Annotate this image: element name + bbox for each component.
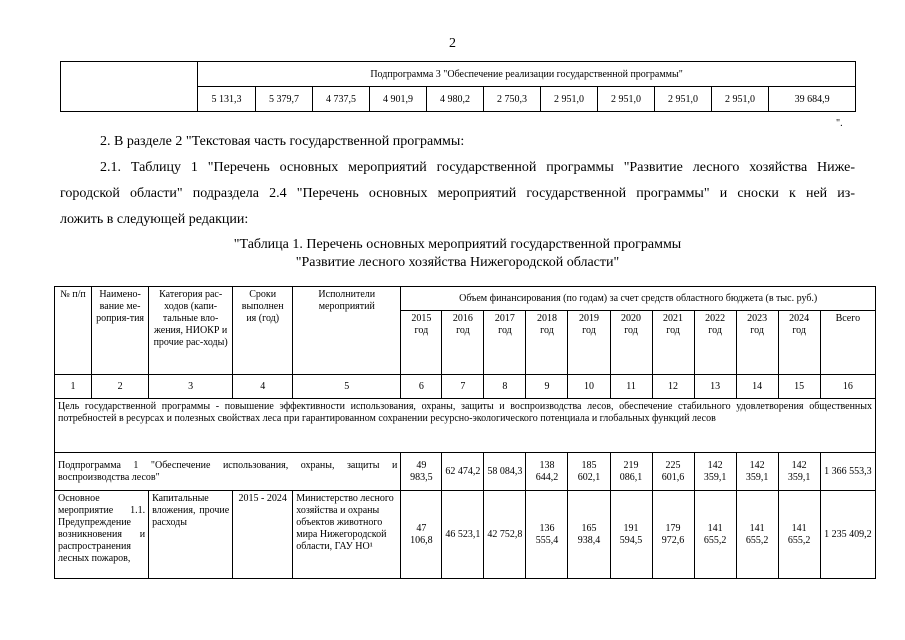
value-cell: 136 555,4 (526, 491, 568, 579)
header-executors: Исполнители мероприятий (293, 287, 401, 375)
value-cell: 165 938,4 (568, 491, 610, 579)
caption-line: "Таблица 1. Перечень основных мероприятий государственной программы (233, 237, 682, 252)
value-cell: 142 359,1 (694, 453, 736, 491)
column-number: 15 (778, 375, 820, 399)
column-number: 4 (233, 375, 293, 399)
value-cell: 49 983,5 (401, 453, 442, 491)
value-cell: 142 359,1 (778, 453, 820, 491)
value-cell: 4 737,5 (313, 87, 370, 112)
header-year: 2020 год (610, 311, 652, 375)
value-cell-total: 1 366 553,3 (820, 453, 875, 491)
column-number-row (55, 375, 876, 399)
header-financing: Объем финансирования (по годам) за счет средств областного бюджета (в тыс. руб.) (401, 287, 876, 311)
value-cell: 2 951,0 (598, 87, 655, 112)
value-cell: 142 359,1 (736, 453, 778, 491)
header-term: Сроки выполнен ия (год) (233, 287, 293, 375)
value-cell: 141 655,2 (736, 491, 778, 579)
column-number: 9 (526, 375, 568, 399)
header-total: Всего (820, 311, 875, 375)
column-number: 14 (736, 375, 778, 399)
value-cell: 191 594,5 (610, 491, 652, 579)
column-number: 16 (820, 375, 875, 399)
header-num: № п/п (55, 287, 92, 375)
header-category: Категория рас-ходов (капи-тальные вло-жения, НИОКР и прочие рас-ходы) (149, 287, 233, 375)
header-year: 2024 год (778, 311, 820, 375)
subprogram3-title: Подпрограмма 3 "Обеспечение реализации государственной программы" (198, 62, 856, 87)
header-year: 2018 год (526, 311, 568, 375)
closing-quote: ". (836, 118, 843, 129)
value-cell: 179 972,6 (652, 491, 694, 579)
measures-table (54, 286, 876, 579)
header-year: 2023 год (736, 311, 778, 375)
value-cell: 47 106,8 (401, 491, 442, 579)
paragraph-line: городской области" подраздела 2.4 "Перечень основных мероприятий государственной программы" и сноски к ней из- (60, 186, 855, 201)
column-number: 6 (401, 375, 442, 399)
column-number: 1 (55, 375, 92, 399)
paragraph-line: ложить в следующей редакции: (60, 212, 249, 227)
value-cell: 141 655,2 (778, 491, 820, 579)
subprogram1-title: Подпрограмма 1 "Обеспечение использования, охраны, защиты и воспроизводства лесов" (55, 453, 401, 491)
column-number: 12 (652, 375, 694, 399)
value-cell: 42 752,8 (484, 491, 526, 579)
subprogram3-table (60, 61, 856, 112)
column-number: 13 (694, 375, 736, 399)
value-cell: 5 379,7 (256, 87, 313, 112)
header-year: 2017 год (484, 311, 526, 375)
column-number: 8 (484, 375, 526, 399)
column-number: 7 (442, 375, 484, 399)
column-number: 10 (568, 375, 610, 399)
value-cell-total: 1 235 409,2 (820, 491, 875, 579)
header-name: Наимено-вание ме-роприя-тия (92, 287, 149, 375)
table-caption (60, 236, 855, 272)
header-year: 2019 год (568, 311, 610, 375)
value-cell: 4 901,9 (370, 87, 427, 112)
value-cell: 185 602,1 (568, 453, 610, 491)
value-cell: 2 951,0 (541, 87, 598, 112)
column-number: 3 (149, 375, 233, 399)
column-number: 2 (92, 375, 149, 399)
measure-executors: Министерство лесного хозяйства и охраны объектов животного мира Нижегородской области, ГАУ НО¹ (293, 491, 401, 579)
measure-category: Капитальные вложения, прочие расходы (149, 491, 233, 579)
header-year: 2016 год (442, 311, 484, 375)
value-cell: 2 951,0 (655, 87, 712, 112)
measure-term: 2015 - 2024 (233, 491, 293, 579)
paragraph-2-1 (60, 155, 855, 233)
value-cell: 225 601,6 (652, 453, 694, 491)
header-year: 2015 год (401, 311, 442, 375)
value-cell: 58 084,3 (484, 453, 526, 491)
column-number: 11 (610, 375, 652, 399)
value-cell: 46 523,1 (442, 491, 484, 579)
value-cell: 5 131,3 (198, 87, 256, 112)
value-cell: 138 644,2 (526, 453, 568, 491)
value-cell-total: 39 684,9 (769, 87, 856, 112)
value-cell: 62 474,2 (442, 453, 484, 491)
caption-line: "Развитие лесного хозяйства Нижегородской области" (295, 255, 620, 270)
page-number: 2 (449, 36, 456, 51)
header-year: 2022 год (694, 311, 736, 375)
header-year: 2021 год (652, 311, 694, 375)
measure-row (55, 491, 876, 579)
value-cell: 2 750,3 (484, 87, 541, 112)
subprogram1-row (55, 453, 876, 491)
value-cell: 2 951,0 (712, 87, 769, 112)
measure-name: Основное мероприятие 1.1. Предупреждение возникновения и распространения лесных пожаров, (55, 491, 149, 579)
value-cell: 141 655,2 (694, 491, 736, 579)
value-cell: 4 980,2 (427, 87, 484, 112)
empty-cell (61, 62, 198, 112)
value-cell: 219 086,1 (610, 453, 652, 491)
program-goal: Цель государственной программы - повышение эффективности использования, охраны, защиты и воспроизводства лесов, обеспечение стабильного удовлетворения общественных потребностей в ресурсах и полезных свойствах леса при гарантированном сохранении ресурсно-экологического потенциала и глобальных функций лесов (55, 399, 876, 453)
paragraph-2: 2. В разделе 2 "Текстовая часть государственной программы: (100, 134, 465, 149)
paragraph-line: 2.1. Таблицу 1 "Перечень основных мероприятий государственной программы "Развитие лесного хозяйства Ниже- (100, 160, 855, 175)
goal-row (55, 399, 876, 453)
column-number: 5 (293, 375, 401, 399)
